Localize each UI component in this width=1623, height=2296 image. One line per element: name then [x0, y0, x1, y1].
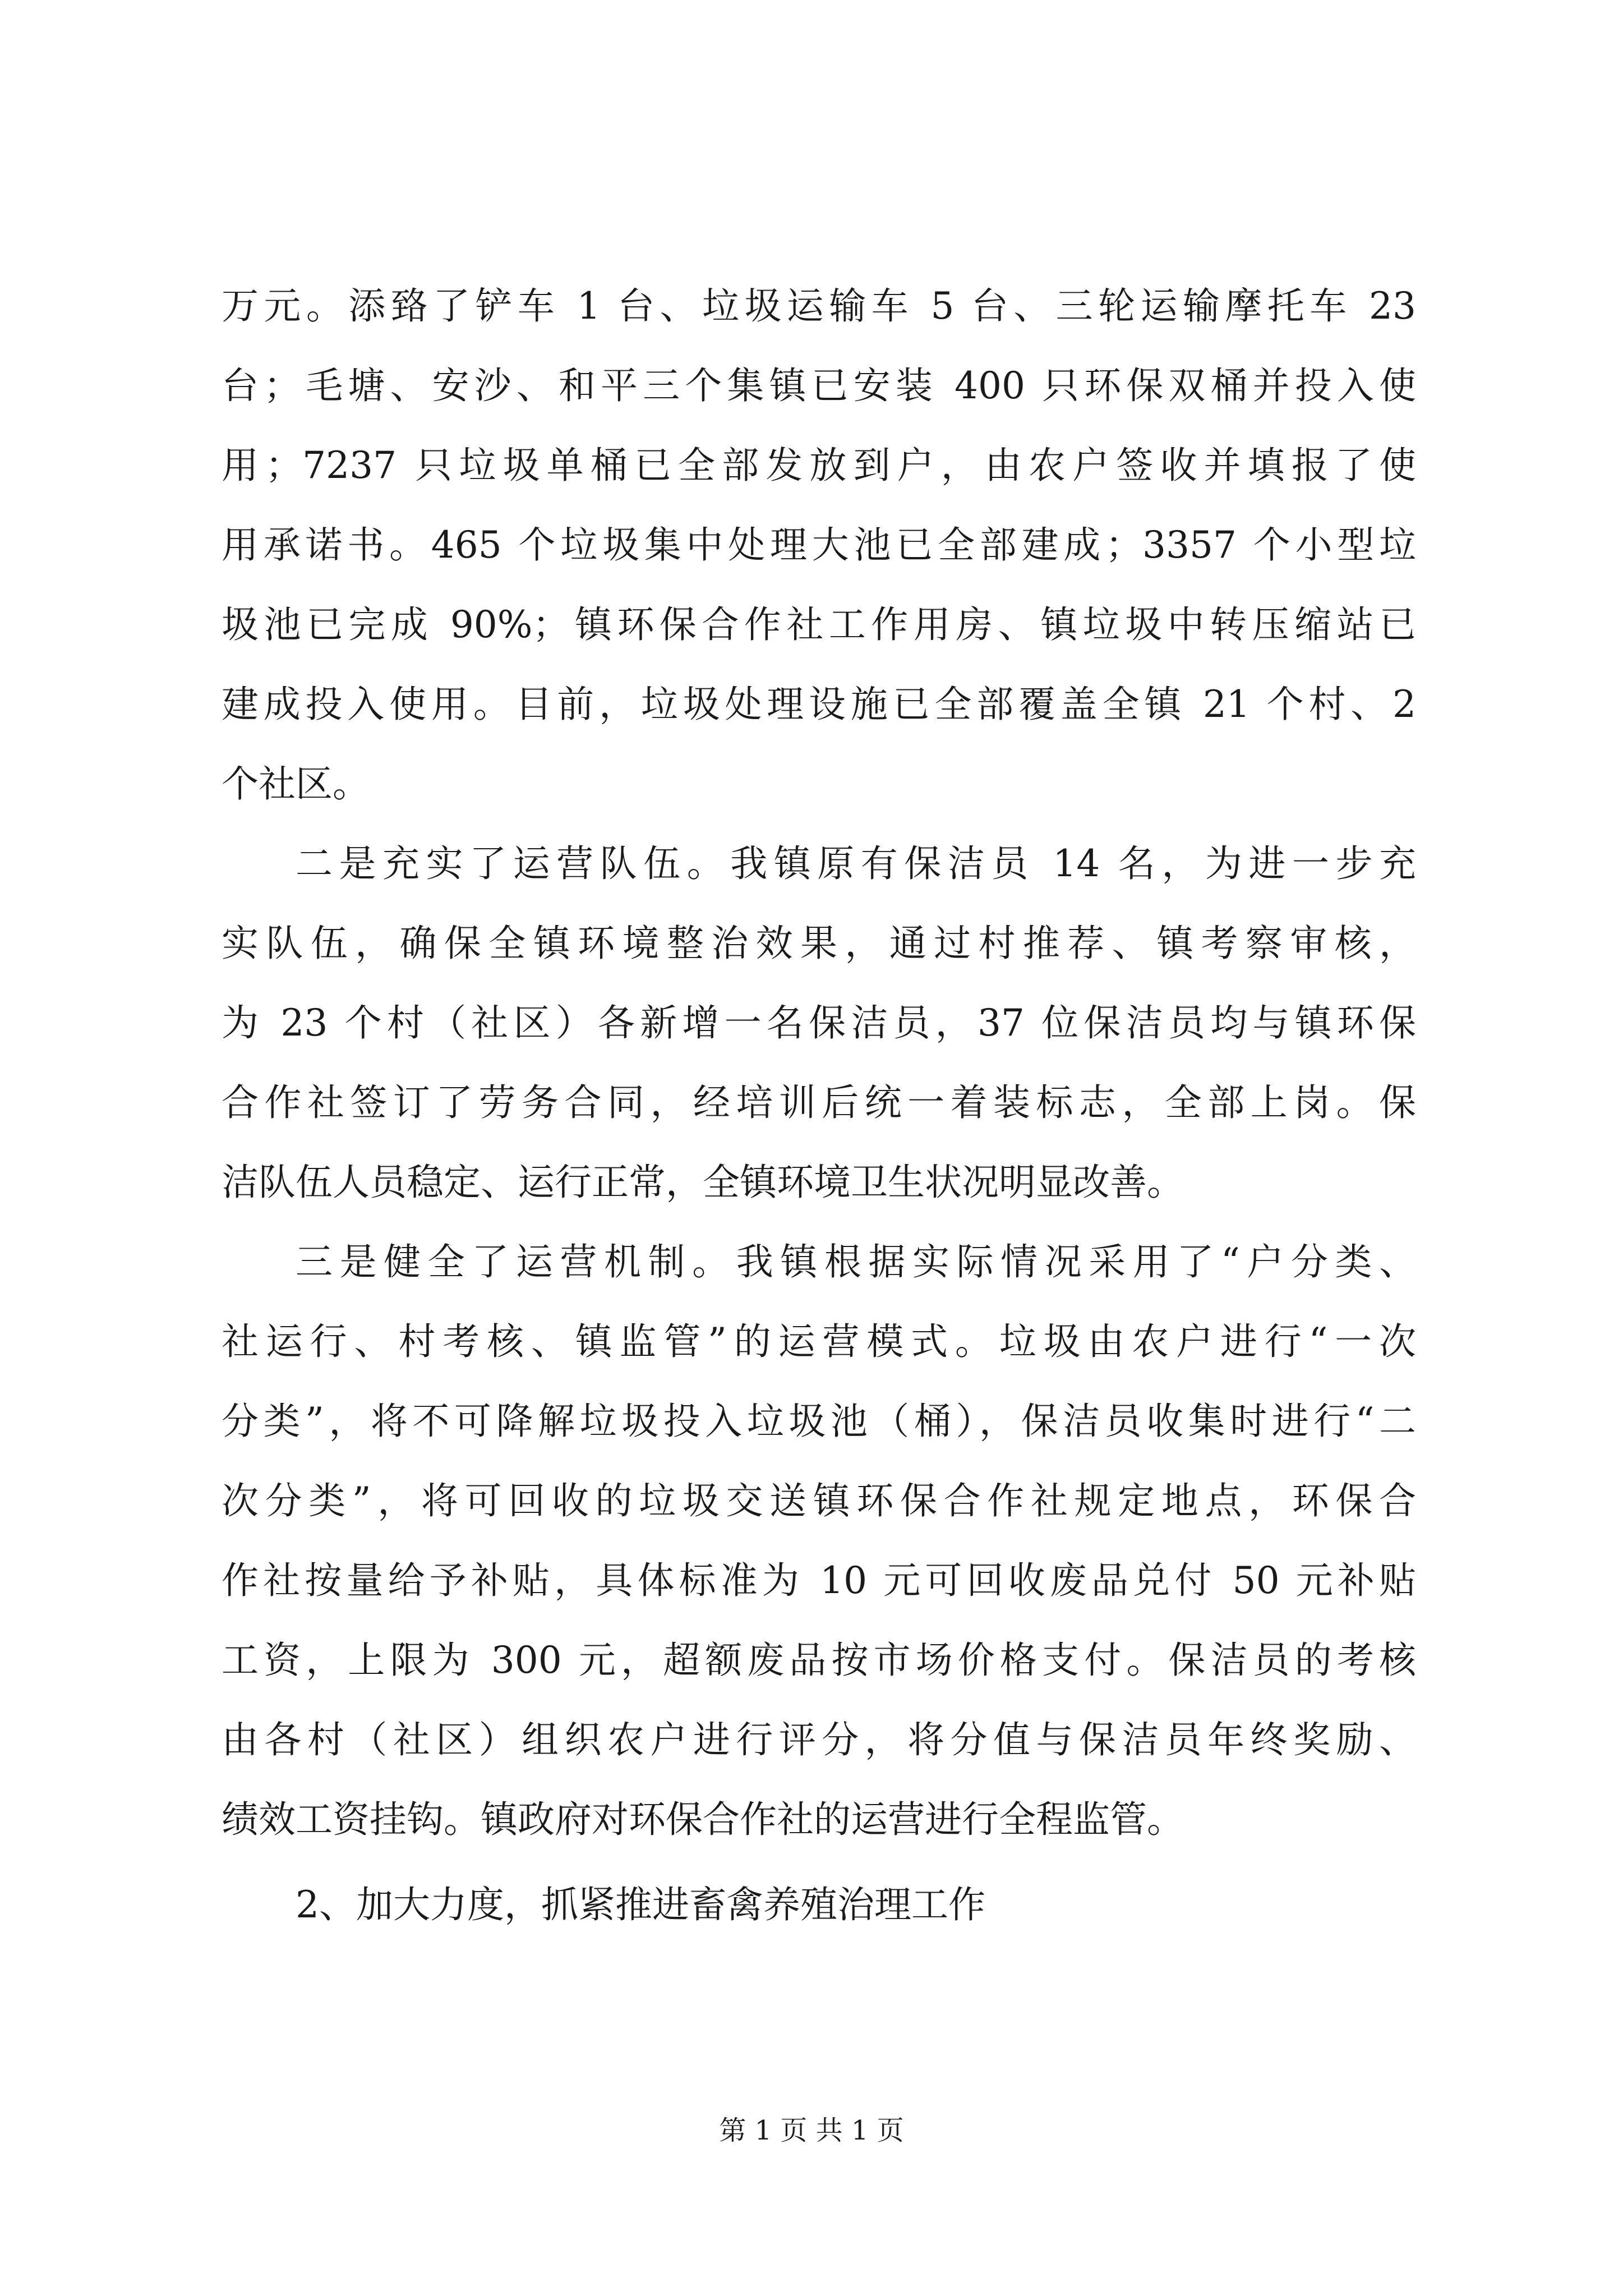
text-line: 分类”，将不可降解垃圾投入垃圾池（桶），保洁员收集时进行“二: [222, 1400, 1416, 1443]
text-line: 建成投入使用。目前，垃圾处理设施已全部覆盖全镇 21 个村、2: [222, 683, 1416, 726]
text-line: 为 23 个村（社区）各新增一名保洁员，37 位保洁员均与镇环保: [222, 1001, 1416, 1045]
text-line: 用；7237 只垃圾单桶已全部发放到户，由农户签收并填报了使: [222, 444, 1416, 487]
text-line: 洁队伍人员稳定、运行正常，全镇环境卫生状况明显改善。: [222, 1161, 1184, 1204]
page-footer: 第 1 页 共 1 页: [719, 2115, 904, 2146]
text-line: 台；毛塘、安沙、和平三个集镇已安装 400 只环保双桶并投入使: [222, 364, 1416, 407]
paragraph-staffing: [222, 824, 1416, 1222]
text-line: 社运行、村考核、镇监管”的运营模式。垃圾由农户进行“一次: [222, 1320, 1416, 1363]
text-line: 绩效工资挂钩。镇政府对环保合作社的运营进行全程监管。: [222, 1798, 1184, 1841]
text-line: 实队伍，确保全镇环境整治效果，通过村推荐、镇考察审核，: [222, 922, 1416, 965]
text-line: 工资，上限为 300 元，超额废品按市场价格支付。保洁员的考核: [222, 1639, 1416, 1682]
paragraph-facilities: [222, 266, 1416, 824]
text-line: 次分类”，将可回收的垃圾交送镇环保合作社规定地点，环保合: [222, 1479, 1416, 1522]
body-text: [222, 266, 1416, 1945]
section-heading: [222, 1865, 1416, 1945]
text-line: 三是健全了运营机制。我镇根据实际情况采用了“户分类、: [296, 1240, 1416, 1283]
text-line: 圾池已完成 90%；镇环保合作社工作用房、镇垃圾中转压缩站已: [222, 603, 1416, 646]
text-line: 用承诺书。465 个垃圾集中处理大池已全部建成；3357 个小型垃: [222, 523, 1416, 567]
text-line: 作社按量给予补贴，具体标准为 10 元可回收废品兑付 50 元补贴: [222, 1559, 1416, 1602]
paragraph-mechanism: [222, 1222, 1416, 1860]
text-line: 二是充实了运营队伍。我镇原有保洁员 14 名，为进一步充: [296, 842, 1416, 885]
text-line: 由各村（社区）组织农户进行评分，将分值与保洁员年终奖励、: [222, 1718, 1416, 1761]
text-line: 个社区。: [222, 762, 370, 806]
text-line: 合作社签订了劳务合同，经培训后统一着装标志，全部上岗。保: [222, 1081, 1416, 1124]
section-heading-text: 2、加大力度，抓紧推进畜禽养殖治理工作: [296, 1883, 985, 1926]
text-line: 万元。添臵了铲车 1 台、垃圾运输车 5 台、三轮运输摩托车 23: [222, 284, 1416, 328]
